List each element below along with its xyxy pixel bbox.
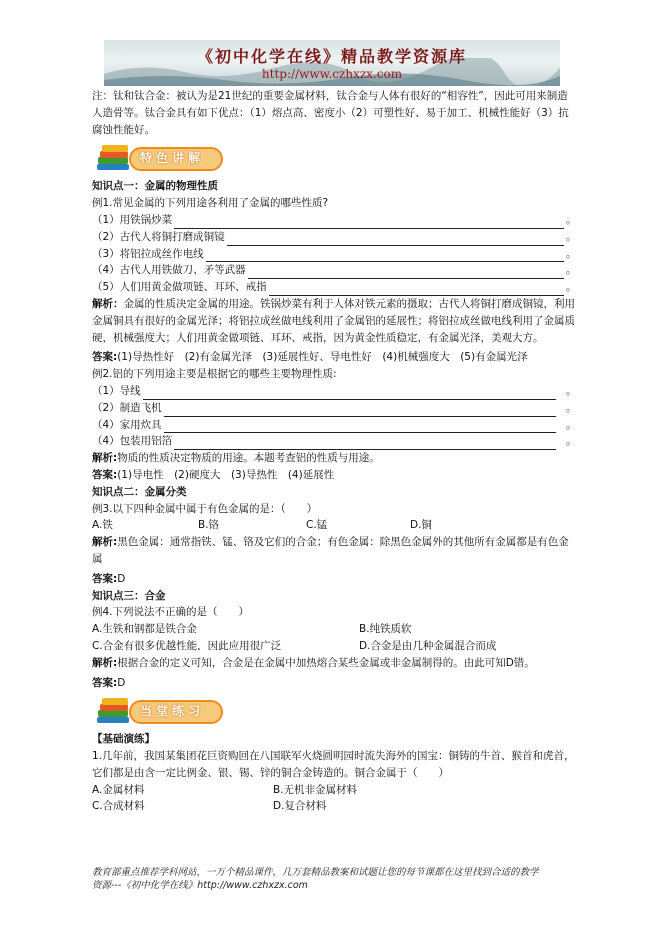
option-c[interactable]: C.锰 <box>306 519 328 532</box>
option-a[interactable]: A.铁 <box>92 519 113 532</box>
practice-options-row1 <box>92 782 578 799</box>
banner-url[interactable]: http://www.czhxzx.com <box>261 67 403 81</box>
banner-title: 《初中化学在线》精品教学资源库 <box>196 47 467 66</box>
section-label-practice: 当堂练习 <box>140 703 205 718</box>
ex3-answer: 答案:D <box>92 572 126 585</box>
footer-line-1: 教育部重点推荐学科网站，一万个精品课件，几万套精品教案和试题让您的每节课都在这里找到合适的教学 <box>92 867 539 878</box>
section-header-explain <box>96 140 578 176</box>
option-b[interactable]: B.铬 <box>198 519 220 532</box>
ex1-question: 例1.常见金属的下列用途各利用了金属的哪些性质? <box>92 197 329 210</box>
answer-blank[interactable] <box>248 267 564 279</box>
ex1-item-2: （2）古代人将铜打磨成铜镜 。 <box>92 229 578 246</box>
option-b[interactable]: B.纯铁质软 <box>359 623 412 636</box>
answer-blank[interactable] <box>206 250 564 262</box>
ex2-analysis: 解析:物质的性质决定物质的用途。本题考查铝的性质与用途。 <box>92 452 380 465</box>
answer-blank[interactable] <box>227 234 564 246</box>
answer-blank[interactable] <box>164 405 556 417</box>
kp1-title: 知识点一：金属的物理性质 <box>92 180 218 193</box>
ex2-item-2: （2）制造飞机 。 <box>92 400 578 417</box>
ex4-options-row1 <box>92 621 578 638</box>
ex3-analysis: 解析:黑色金属：通常指铁、锰、铬及它们的合金；有色金属：除黑色金属外的其他所有金属都是有色金属 <box>92 536 569 565</box>
option-a[interactable]: A.金属材料 <box>92 783 145 796</box>
ex2-item-1: （1）导线 。 <box>92 383 578 400</box>
option-a[interactable]: A.生铁和钢都是铁合金 <box>92 623 197 636</box>
answer-blank[interactable] <box>174 217 564 229</box>
answer-blank[interactable] <box>174 438 556 450</box>
ex4-analysis: 解析:根据合金的定义可知，合金是在金属中加热熔合某些金属或非金属制得的。由此可知D错。 <box>92 656 535 669</box>
ex2-question: 例2.铝的下列用途主要是根据它的哪些主要物理性质: <box>92 368 337 381</box>
ex1-item-3: （3）将铝拉成丝作电线 。 <box>92 246 578 263</box>
practice-options-row2 <box>92 798 578 815</box>
ex1-item-5: （5）人们用黄金做项链、耳环、戒指 。 <box>92 279 578 296</box>
document-body <box>92 88 578 815</box>
section-label-explain: 特色讲解 <box>140 150 205 165</box>
option-c[interactable]: C.合金有很多优越性能，因此应用很广泛 <box>92 639 282 652</box>
answer-blank[interactable] <box>164 421 556 433</box>
note-paragraph: 注：钛和钛合金：被认为是21世纪的重要金属材料，钛合金与人体有很好的“相容性”，因此可用来制造人造骨等。钛合金具有如下优点：（1）熔点高、密度小（2）可塑性好、易于加工、机械性能好（3）抗腐蚀性能好。 <box>92 90 569 136</box>
ex2-item-3: （4）家用炊具 。 <box>92 417 578 434</box>
ex4-question: 例4.下列说法不正确的是（ ） <box>92 606 250 619</box>
option-b[interactable]: B.无机非金属材料 <box>273 783 358 796</box>
ex1-analysis: 解析：金属的性质决定金属的用途。铁锅炒菜有利于人体对铁元素的摄取；古代人将铜打磨成铜镜，利用金属铜具有很好的金属光泽；将铝拉成丝做电线利用了金属铝的延展性；将铝拉成丝做电线利用了金属质硬，机械强度大；人们用黄金做项链、耳环、戒指，因为黄金性质稳定，有金属光泽，美观大方。 <box>92 297 575 344</box>
ex2-answer: 答案:(1)导电性 (2)硬度大 (3)导热性 (4)延展性 <box>92 468 335 481</box>
ex4-options-row2 <box>92 638 578 655</box>
answer-blank[interactable] <box>269 284 564 296</box>
kp2-title: 知识点二：金属分类 <box>92 485 187 498</box>
page-footer <box>92 866 582 892</box>
option-d[interactable]: D.铜 <box>410 519 432 532</box>
ex1-item-4: （4）古代人用铁做刀、矛等武器 。 <box>92 262 578 279</box>
ex1-answer: 答案:(1)导热性好 (2)有金属光泽 (3)延展性好、导电性好 (4)机械强度大 (5)有金属光泽 <box>92 351 528 364</box>
section-header-practice <box>96 693 578 729</box>
option-d[interactable]: D.复合材料 <box>273 800 327 813</box>
header-banner <box>104 40 560 86</box>
option-d[interactable]: D.合金是由几种金属混合而成 <box>359 639 497 652</box>
option-c[interactable]: C.合成材料 <box>92 800 145 813</box>
ex3-question: 例3.以下四种金属中属于有色金属的是：（ ） <box>92 502 318 515</box>
practice-title: 【基础演练】 <box>92 733 155 746</box>
ex2-item-4: （4）包装用铝箔 。 <box>92 433 578 450</box>
answer-blank[interactable] <box>143 388 556 400</box>
ex3-options <box>92 517 578 534</box>
ex4-answer: 答案:D <box>92 676 126 689</box>
kp3-title: 知识点三：合金 <box>92 589 166 602</box>
ex1-item-1: （1）用铁锅炒菜 。 <box>92 212 578 229</box>
practice-question: 1.几年前，我国某集团花巨资购回在八国联军火烧圆明园时流失海外的国宝：铜铸的牛首、猴首和虎首，它们都是由含一定比例金、银、锡、锌的铜合金铸造的。铜合金属于（ ） <box>92 750 575 779</box>
footer-line-2[interactable]: 资源---《初中化学在线》http://www.czhxzx.com <box>92 880 308 891</box>
